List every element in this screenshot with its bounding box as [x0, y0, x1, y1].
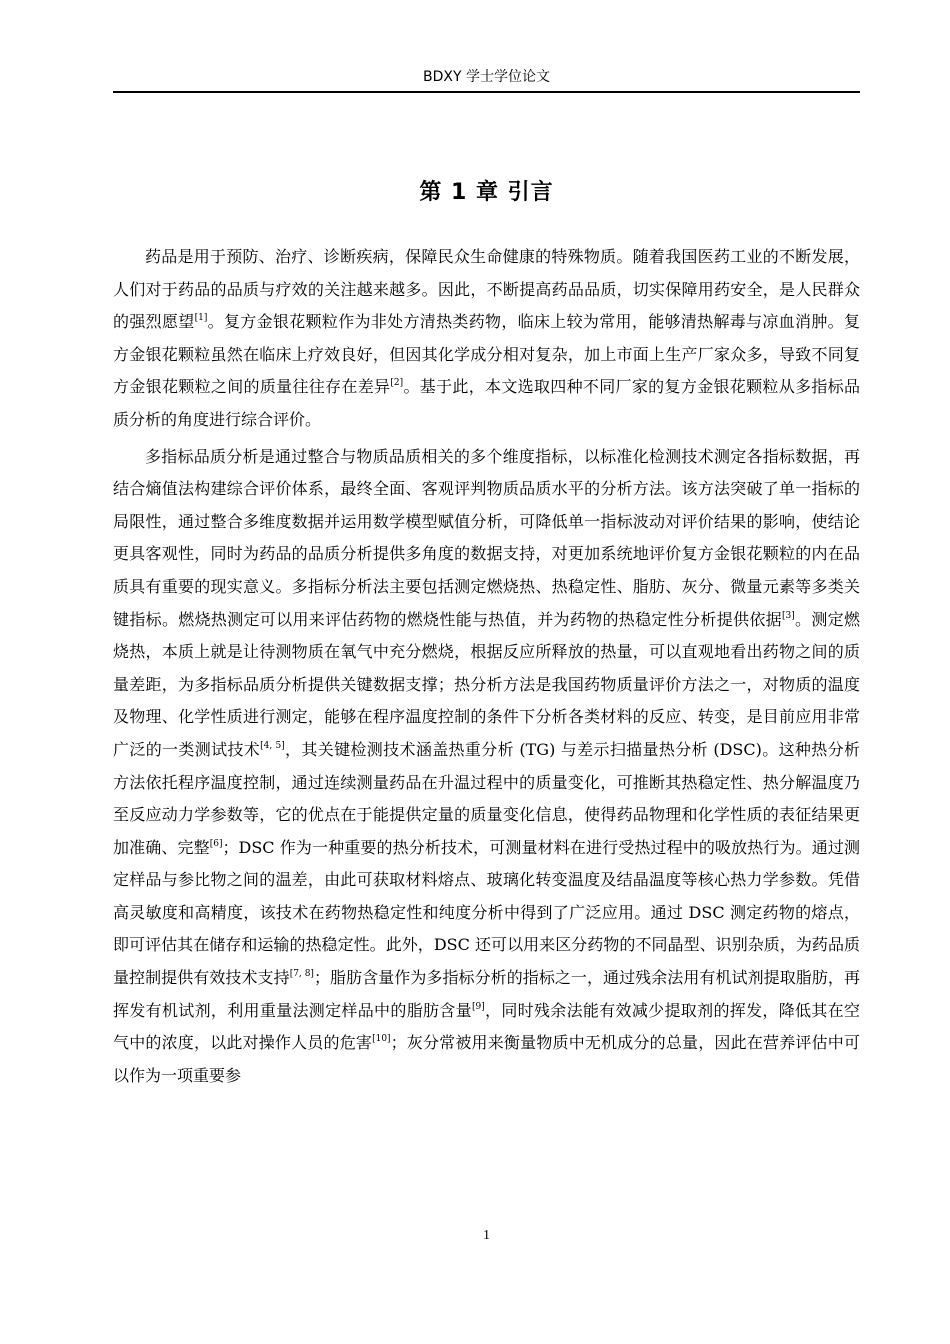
- citation-ref: [4, 5]: [260, 740, 285, 751]
- citation-ref: [1]: [194, 313, 208, 324]
- citation-ref: [2]: [390, 378, 404, 389]
- paragraph-text: 。测定燃烧热，本质上就是让待测物质在氧气中充分燃烧，根据反应所释放的热量，可以直观地看出药物之间的质量差距，为多指标品质分析提供关键数据支撑；热分析方法是我国药物质量评价方法之一，对物质的温度及物理、化学性质进行测定，能够在程序温度控制的条件下分析各类材料的反应、转变，是目前应用非常广泛的一类测试技术: [113, 609, 860, 759]
- paragraph-text: 。复方金银花颗粒作为非处方清热类药物，临床上较为常用，能够清热解毒与凉血消肿。复方金银花颗粒虽然在临床上疗效良好，但因其化学成分相对复杂，加上市面上生产厂家众多，导致不同复方金银花颗粒之间的质量往往存在差异: [113, 312, 860, 397]
- paragraph-text: 药品是用于预防、治疗、诊断疾病，保障民众生命健康的特殊物质。随着我国医药工业的不断发展，人们对于药品的品质与疗效的关注越来越多。因此，不断提高药品品质，切实保障用药安全，是人民群众的强烈愿望: [113, 247, 860, 332]
- citation-ref: [9]: [471, 1001, 485, 1012]
- paragraph-1: [113, 241, 860, 437]
- paragraph-text: 。基于此，本文选取四种不同厂家的复方金银花颗粒从多指标品质分析的角度进行综合评价。: [113, 377, 860, 429]
- running-header: BDXY 学士学位论文: [423, 69, 550, 85]
- body-text: [113, 241, 860, 1096]
- paragraph-text: ；脂肪含量作为多指标分析的指标之一，通过残余法用有机试剂提取脂肪，再挥发有机试剂，利用重量法测定样品中的脂肪含量: [113, 968, 860, 1020]
- paragraph-text: 多指标品质分析是通过整合与物质品质相关的多个维度指标，以标准化检测技术测定各指标数据，再结合熵值法构建综合评价体系，最终全面、客观评判物质品质水平的分析方法。该方法突破了单一指标的局限性，通过整合多维度数据并运用数学模型赋值分析，可降低单一指标波动对评价结果的影响，使结论更具客观性，同时为药品的品质分析提供多角度的数据支持，对更加系统地评价复方金银花颗粒的内在品质具有重要的现实意义。多指标分析法主要包括测定燃烧热、热稳定性、脂肪、灰分、微量元素等多类关键指标。燃烧热测定可以用来评估药物的燃烧性能与热值，并为药物的热稳定性分析提供依据: [113, 446, 860, 629]
- paragraph-text: ，其关键检测技术涵盖热重分析 (TG) 与差示扫描量热分析 (DSC)。这种热分析方法依托程序温度控制，通过连续测量药品在升温过程中的质量变化，可推断其热稳定性、热分解温度乃至反应动力学参数等，它的优点在于能提供定量的质量变化信息，使得药品物理和化学性质的表征结果更加准确、完整: [113, 739, 860, 857]
- citation-ref: [7, 8]: [289, 969, 314, 980]
- citation-ref: [10]: [372, 1034, 391, 1045]
- paragraph-text: ，同时残余法能有效减少提取剂的挥发，降低其在空气中的浓度，以此对操作人员的危害: [113, 1000, 860, 1053]
- citation-ref: [6]: [209, 838, 223, 849]
- chapter-title: 第 1 章 引言: [419, 180, 554, 205]
- citation-ref: [3]: [781, 610, 795, 621]
- paragraph-text: ；灰分常被用来衡量物质中无机成分的总量，因此在营养评估中可以作为一项重要参: [113, 1033, 860, 1085]
- paragraph-2: [113, 441, 860, 1093]
- page-number: 1: [483, 1228, 490, 1243]
- paragraph-text: ；DSC 作为一种重要的热分析技术，可测量材料在进行受热过程中的吸放热行为。通过测定样品与参比物之间的温差，由此可获取材料熔点、玻璃化转变温度及结晶温度等核心热力学参数。凭借高灵敏度和高精度，该技术在药物热稳定性和纯度分析中得到了广泛应用。通过 DSC 测定药物的熔点，即可评估其在储存和运输的热稳定性。此外，DSC 还可以用来区分药物的不同晶型、识别杂质，为药品质量控制提供有效技术支持: [113, 837, 860, 988]
- header-rule: [113, 91, 860, 93]
